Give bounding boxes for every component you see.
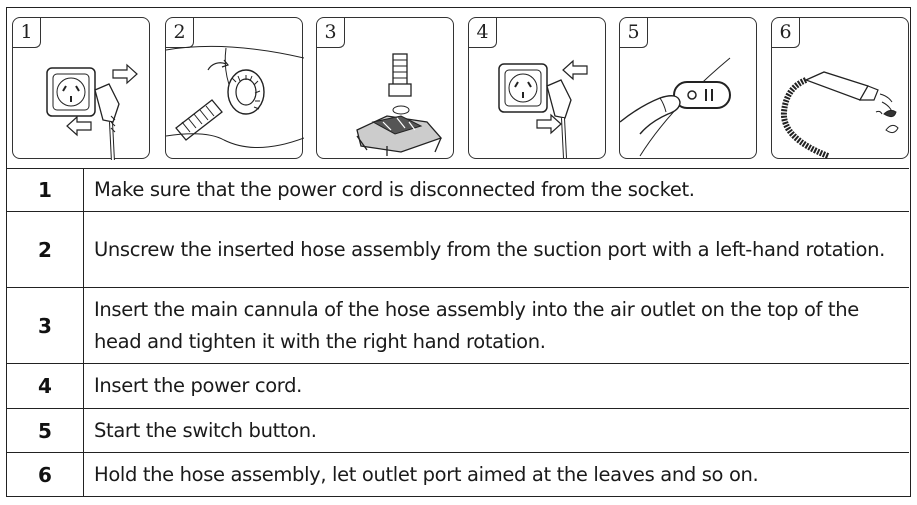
table-row xyxy=(7,409,909,453)
step-number: 3 xyxy=(7,288,84,363)
illustration-panel-6 xyxy=(771,17,909,159)
step-text: Hold the hose assembly, let outlet port aimed at the leaves and so on. xyxy=(94,463,759,486)
switch-press-icon xyxy=(620,18,758,160)
hose-insert-icon xyxy=(317,18,455,160)
illustration-panel-4 xyxy=(468,17,606,159)
plug-insert-icon xyxy=(469,18,607,160)
table-row xyxy=(7,288,909,364)
illustration-panel-3 xyxy=(316,17,454,159)
illustration-panel-1 xyxy=(12,17,150,159)
step-number: 1 xyxy=(7,168,84,211)
panel-number: 5 xyxy=(620,18,648,48)
table-row xyxy=(7,168,909,212)
step-number: 6 xyxy=(7,453,84,497)
panel-number: 4 xyxy=(469,18,497,48)
step-text: Insert the power cord. xyxy=(94,374,302,397)
step-text: Make sure that the power cord is disconnected from the socket. xyxy=(94,177,695,201)
panel-number: 2 xyxy=(166,18,194,48)
step-text: Unscrew the inserted hose assembly from the suction port with a left-hand rotation. xyxy=(94,237,885,261)
illustration-row xyxy=(7,8,909,169)
table-row xyxy=(7,364,909,409)
hose-unscrew-icon xyxy=(166,18,304,160)
panel-number: 1 xyxy=(13,18,41,48)
blow-leaves-icon xyxy=(772,18,910,160)
illustration-panel-5 xyxy=(619,17,757,159)
step-text: Insert the main cannula of the hose assembly into the air outlet on the top of the head and tighten it with the right hand rotation. xyxy=(94,297,859,353)
step-number: 4 xyxy=(7,364,84,408)
instruction-table xyxy=(6,7,911,497)
panel-number: 6 xyxy=(772,18,800,48)
plug-unplug-icon xyxy=(13,18,151,160)
panel-number: 3 xyxy=(317,18,345,48)
step-number: 5 xyxy=(7,409,84,452)
step-text: Start the switch button. xyxy=(94,418,317,442)
step-number: 2 xyxy=(7,212,84,287)
table-row xyxy=(7,453,909,497)
illustration-panel-2 xyxy=(165,17,303,159)
table-row xyxy=(7,212,909,288)
